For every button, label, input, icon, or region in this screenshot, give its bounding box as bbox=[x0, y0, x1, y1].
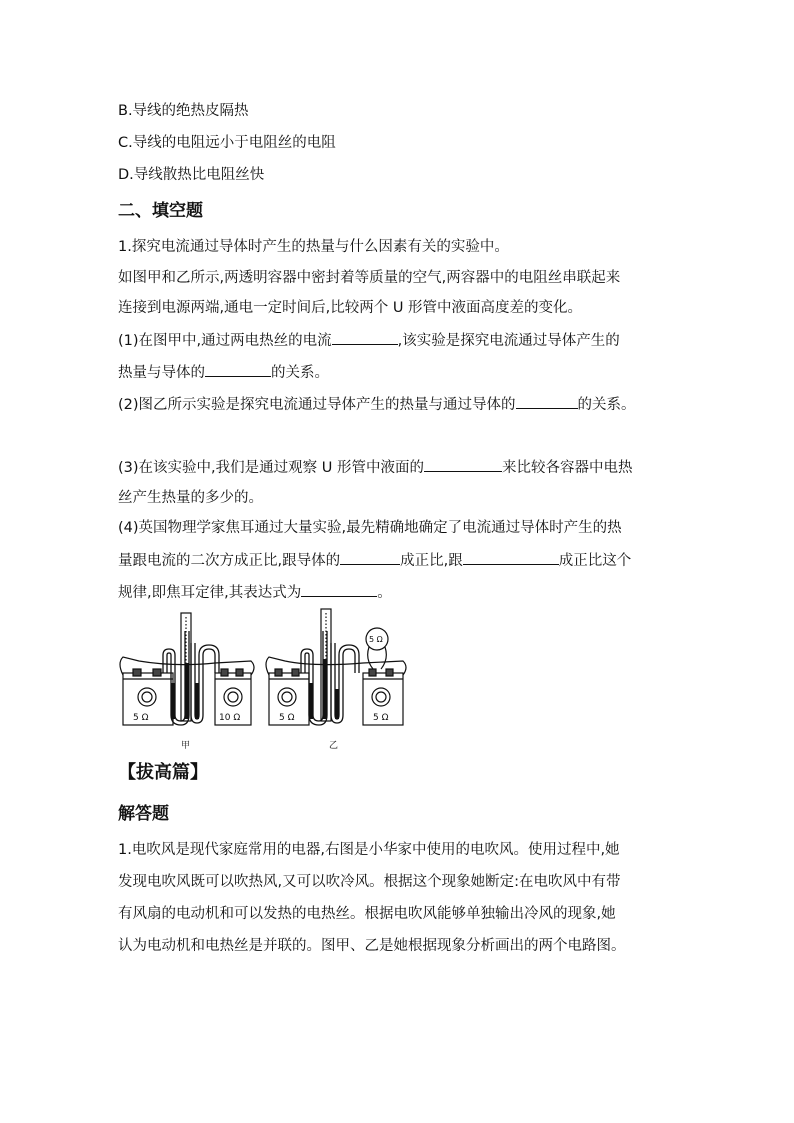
section-heading-answer: 解答题 bbox=[118, 804, 169, 824]
answer-blank-3[interactable] bbox=[516, 394, 578, 409]
answer-blank-6[interactable] bbox=[463, 550, 559, 565]
q1-intro-2: 连接到电源两端,通电一定时间后,比较两个 U 形管中液面高度差的变化。 bbox=[118, 300, 583, 316]
q2-line-2: 发现电吹风既可以吹热风,又可以吹冷风。根据这个现象她断定:在电吹风中有带 bbox=[118, 874, 621, 890]
q1-part4-line2 bbox=[118, 550, 631, 571]
figure-caption-jia: 甲 bbox=[181, 741, 191, 751]
q2-line-1: 1.电吹风是现代家庭常用的电器,右图是小华家中使用的电吹风。使用过程中,她 bbox=[118, 842, 620, 858]
resistor-label-left-jia: 5 Ω bbox=[133, 713, 149, 723]
experiment-figure bbox=[115, 603, 415, 755]
q1-part4-text-b: 量跟电流的二次方成正比,跟导体的 bbox=[118, 553, 341, 569]
answer-blank-4[interactable] bbox=[424, 457, 502, 472]
q1-part3-line2: 丝产生热量的多少的。 bbox=[118, 490, 263, 506]
resistor-label-right-jia: 10 Ω bbox=[219, 713, 241, 723]
q1-part3-line1 bbox=[118, 457, 632, 478]
q1-part4-text-c: 成正比,跟 bbox=[400, 553, 463, 569]
q1-part4-text-f: 。 bbox=[377, 585, 392, 601]
q1-part1-line1 bbox=[118, 330, 620, 351]
q1-part3-text-a: (3)在该实验中,我们是通过观察 U 形管中液面的 bbox=[118, 460, 424, 476]
option-d: D.导线散热比电阻丝快 bbox=[118, 167, 265, 183]
answer-blank-1[interactable] bbox=[332, 330, 398, 345]
figure-yi bbox=[266, 609, 406, 725]
resistor-label-right-yi: 5 Ω bbox=[373, 713, 389, 723]
answer-blank-7[interactable] bbox=[301, 582, 377, 597]
q1-part3-text-b: 来比较各容器中电热 bbox=[501, 460, 633, 476]
q1-part4-line3 bbox=[118, 582, 392, 603]
q1-intro-1: 如图甲和乙所示,两透明容器中密封着等质量的空气,两容器中的电阻丝串联起来 bbox=[118, 270, 621, 286]
resistor-label-top-yi: 5 Ω bbox=[369, 635, 383, 644]
q1-part1-text-b: ,该实验是探究电流通过导体产生的 bbox=[397, 333, 620, 349]
q1-part4-line1: (4)英国物理学家焦耳通过大量实验,最先精确地确定了电流通过导体时产生的热 bbox=[118, 520, 622, 536]
q1-part2-text-a: (2)图乙所示实验是探究电流通过导体产生的热量与通过导体的 bbox=[118, 397, 516, 413]
q1-title: 1.探究电流通过导体时产生的热量与什么因素有关的实验中。 bbox=[118, 239, 509, 255]
q1-part2 bbox=[118, 394, 636, 415]
q1-part1-line2 bbox=[118, 362, 329, 383]
figure-caption-yi: 乙 bbox=[329, 741, 339, 751]
option-b: B.导线的绝热皮隔热 bbox=[118, 103, 249, 119]
q1-part1-text-c: 热量与导体的 bbox=[118, 365, 205, 381]
option-c: C.导线的电阻远小于电阻丝的电阻 bbox=[118, 135, 336, 151]
q2-line-3: 有风扇的电动机和可以发热的电热丝。根据电吹风能够单独输出冷风的现象,她 bbox=[118, 906, 616, 922]
section-heading-advanced: 【拔高篇】 bbox=[118, 762, 208, 783]
answer-blank-5[interactable] bbox=[340, 550, 400, 565]
q1-part4-text-e: 规律,即焦耳定律,其表达式为 bbox=[118, 585, 302, 601]
q1-part1-text-a: (1)在图甲中,通过两电热丝的电流 bbox=[118, 333, 332, 349]
answer-blank-2[interactable] bbox=[205, 362, 271, 377]
q1-part2-text-b: 的关系。 bbox=[577, 397, 636, 413]
resistor-label-left-yi: 5 Ω bbox=[279, 713, 295, 723]
figure-jia bbox=[120, 613, 254, 725]
q1-part4-text-d: 成正比这个 bbox=[558, 553, 632, 569]
q1-part1-text-d: 的关系。 bbox=[271, 365, 329, 381]
section-heading-fill: 二、填空题 bbox=[118, 201, 203, 221]
q2-line-4: 认为电动机和电热丝是并联的。图甲、乙是她根据现象分析画出的两个电路图。 bbox=[118, 938, 626, 954]
